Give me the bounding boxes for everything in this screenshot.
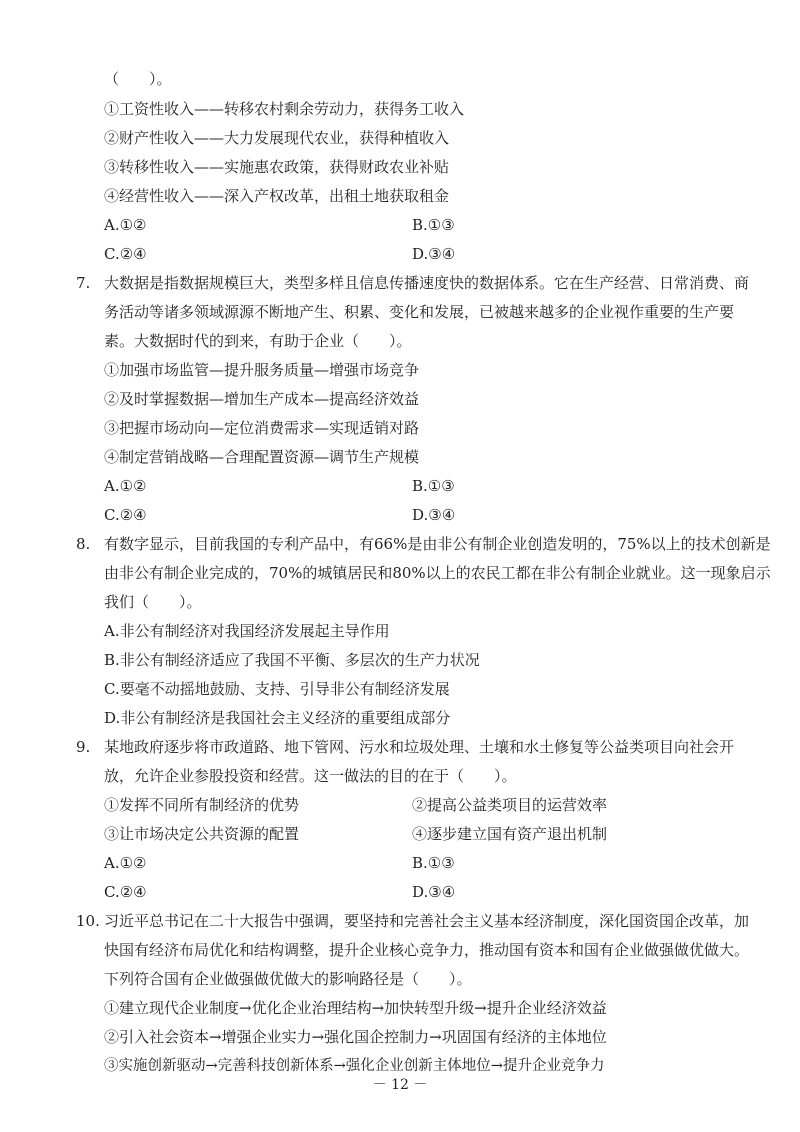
- q8-number: 8.: [76, 535, 91, 553]
- q9-choice-d: D.③④: [412, 883, 456, 901]
- q8-stem-line-1: 有数字显示，目前我国的专利产品中，有66%是由非公有制企业创造发明的，75%以上的技术创新是: [104, 535, 771, 553]
- q7-choice-d: D.③④: [412, 506, 456, 524]
- q7-option-2: ②及时掌握数据—增加生产成本—提高经济效益: [104, 390, 420, 408]
- q10-option-1: ①建立现代企业制度→优化企业治理结构→加快转型升级→提升企业经济效益: [104, 999, 607, 1017]
- page-number: － 12 －: [372, 1077, 428, 1093]
- q6-choice-c: C.②④: [104, 245, 147, 263]
- q9-choice-c: C.②④: [104, 883, 147, 901]
- q8-choice-a: A.非公有制经济对我国经济发展起主导作用: [104, 622, 390, 640]
- q7-option-3: ③把握市场动向—定位消费需求—实现适销对路: [104, 419, 420, 437]
- q7-choice-c: C.②④: [104, 506, 147, 524]
- q8-choice-c: C.要毫不动摇地鼓励、支持、引导非公有制经济发展: [104, 680, 450, 698]
- q9-option-3: ③让市场决定公共资源的配置: [104, 825, 300, 843]
- q10-option-3: ③实施创新驱动→完善科技创新体系→强化企业创新主体地位→提升企业竞争力: [104, 1058, 605, 1074]
- q6-stem-tail: （ ）。: [104, 70, 172, 88]
- q8-choice-b: B.非公有制经济适应了我国不平衡、多层次的生产力状况: [104, 651, 480, 669]
- q6-option-1: ①工资性收入——转移农村剩余劳动力，获得务工收入: [104, 100, 465, 118]
- q9-option-4: ④逐步建立国有资产退出机制: [412, 825, 608, 843]
- q8-stem-line-3: 我们（ ）。: [104, 593, 202, 611]
- q9-stem-line-1: 某地政府逐步将市政道路、地下管网、污水和垃圾处理、土壤和水土修复等公益类项目向社会开: [104, 738, 735, 756]
- q6-option-2: ②财产性收入——大力发展现代农业，获得种植收入: [104, 129, 450, 147]
- q6-option-3: ③转移性收入——实施惠农政策，获得财政农业补贴: [104, 158, 450, 176]
- q7-option-4: ④制定营销战略—合理配置资源—调节生产规模: [104, 448, 420, 466]
- q10-stem-line-1: 习近平总书记在二十大报告中强调，要坚持和完善社会主义基本经济制度，深化国资国企改革，加: [104, 912, 750, 930]
- q7-stem-line-3: 素。大数据时代的到来，有助于企业（ ）。: [104, 332, 412, 350]
- q9-option-1: ①发挥不同所有制经济的优势: [104, 796, 300, 814]
- q8-choice-d: D.非公有制经济是我国社会主义经济的重要组成部分: [104, 709, 451, 727]
- q6-choice-a: A.①②: [104, 216, 147, 234]
- q7-option-1: ①加强市场监管—提升服务质量—增强市场竞争: [104, 361, 420, 379]
- q7-stem-line-1: 大数据是指数据规模巨大，类型多样且信息传播速度快的数据体系。它在生产经营、日常消费、商: [104, 274, 750, 292]
- q10-number: 10.: [76, 912, 100, 930]
- q9-option-2: ②提高公益类项目的运营效率: [412, 796, 608, 814]
- q6-choice-b: B.①③: [412, 216, 455, 234]
- q7-choice-a: A.①②: [104, 477, 147, 495]
- q7-choice-b: B.①③: [412, 477, 455, 495]
- q10-stem-line-2: 快国有经济布局优化和结构调整，提升企业核心竞争力，推动国有资本和国有企业做强做优做大。: [104, 941, 750, 959]
- q7-stem-line-2: 务活动等诸多领域源源不断地产生、积累、变化和发展，已被越来越多的企业视作重要的生产要: [104, 303, 735, 321]
- q9-choice-a: A.①②: [104, 854, 147, 872]
- q6-choice-d: D.③④: [412, 245, 456, 263]
- q6-option-4: ④经营性收入——深入产权改革，出租土地获取租金: [104, 187, 450, 205]
- q7-number: 7.: [76, 274, 91, 292]
- q9-stem-line-2: 放，允许企业参股投资和经营。这一做法的目的在于（ ）。: [104, 767, 517, 785]
- q9-number: 9.: [76, 738, 91, 756]
- q10-stem-line-3: 下列符合国有企业做强做优做大的影响路径是（ ）。: [104, 970, 472, 988]
- q10-option-2: ②引入社会资本→增强企业实力→强化国企控制力→巩固国有经济的主体地位: [104, 1028, 607, 1046]
- q9-choice-b: B.①③: [412, 854, 455, 872]
- q8-stem-line-2: 由非公有制企业完成的，70%的城镇居民和80%以上的农民工都在非公有制企业就业。这一现象启示: [104, 564, 771, 582]
